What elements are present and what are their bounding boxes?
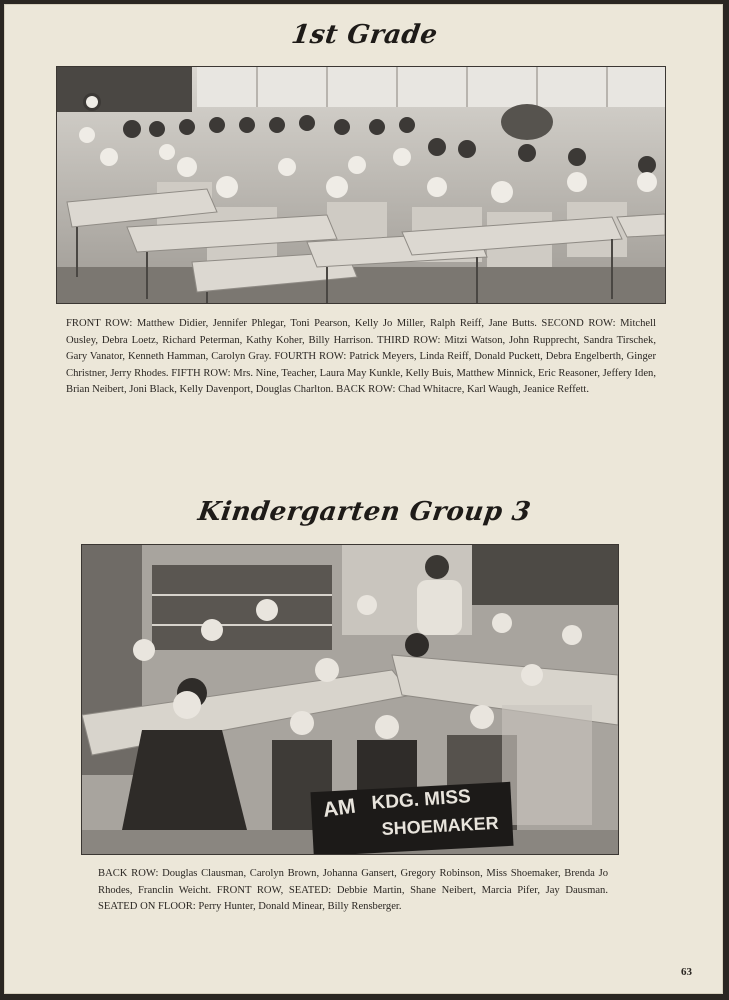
first-grade-class-photo bbox=[56, 66, 666, 304]
first-grade-names: FRONT ROW: Matthew Didier, Jennifer Phlegar, Toni Pearson, Kelly Jo Miller, Ralph Reiff, Jane Butts. SECOND ROW: Mitchell Ousley, Debra Loetz, Richard Peterman, Kathy Koher, Billy Harrison. THIRD ROW: Mitzi Watson, John Rupprecht, Sandra Tirschek, Gary Vanator, Kenneth Hamman, Carolyn Gray. FOURTH ROW: Patrick Meyers, Linda Reiff, Donald Puckett, Debra Engelberth, Ginger Christner, Jerry Rhodes. FIFTH ROW: Mrs. Nine, Teacher, Laura May Kunkle, Kelly Buis, Matthew Minnick, Eric Reasoner, Jeffery Iden, Brian Neibert, Joni Black, Kelly Davenport, Douglas Charlton. BACK ROW: Chad Whitacre, Karl Waugh, Jeanice Reffett. bbox=[66, 318, 656, 396]
kindergarten-title: Kindergarten Group 3 bbox=[196, 497, 533, 527]
page-number: 63 bbox=[681, 966, 692, 978]
kindergarten-names: BACK ROW: Douglas Clausman, Carolyn Brown, Johanna Gansert, Gregory Robinson, Miss Shoemaker, Brenda Jo Rhodes, Franclin Weicht. FRONT ROW, SEATED: Debbie Martin, Shane Neibert, Marcia Pifer, Jay Dausman. SEATED ON FLOOR: Perry Hunter, Donald Minear, Billy Rensberger. bbox=[98, 868, 608, 913]
kindergarten-class-photo bbox=[81, 544, 619, 855]
kindergarten-caption bbox=[98, 866, 608, 916]
first-grade-caption bbox=[66, 316, 656, 399]
sign-text-am: AM bbox=[321, 794, 358, 822]
sign-text-teacher: SHOEMAKER bbox=[381, 812, 500, 839]
first-grade-title: 1st Grade bbox=[289, 20, 440, 50]
sign-text-kdg: KDG. MISS bbox=[370, 786, 472, 814]
